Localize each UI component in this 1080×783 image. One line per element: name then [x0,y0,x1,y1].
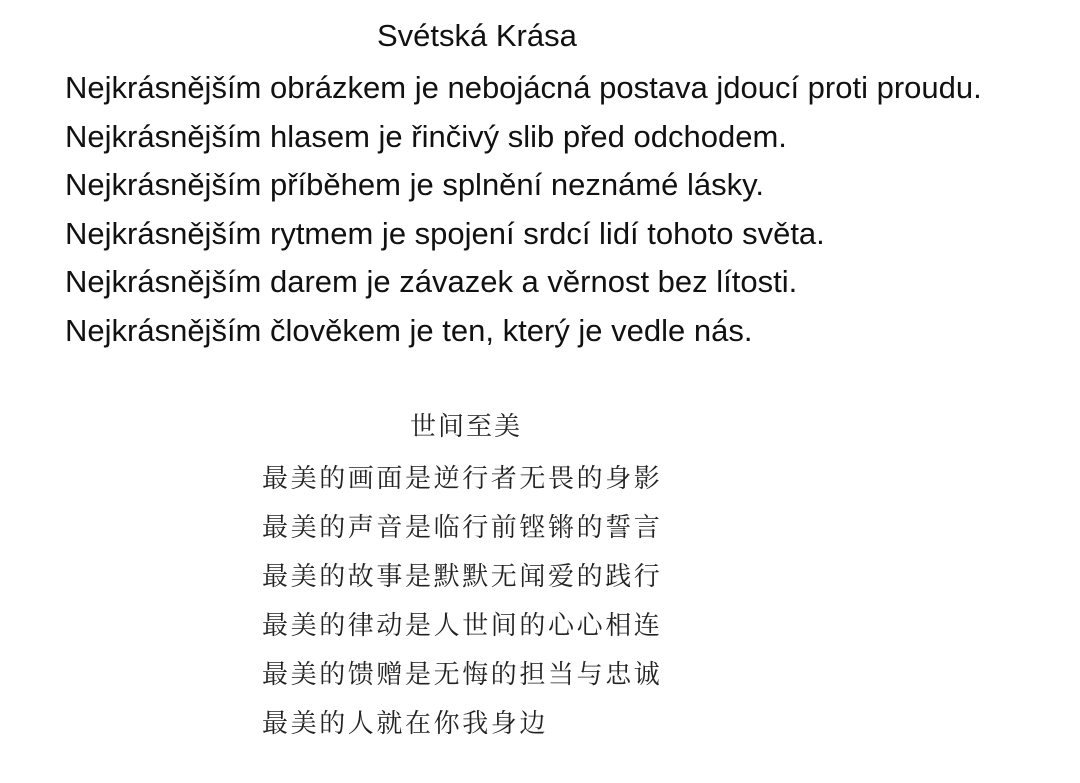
czech-poem-line: Nejkrásnějším darem je závazek a věrnost bez lítosti. [65,264,798,299]
czech-poem-line: Nejkrásnějším rytmem je spojení srdcí lidí tohoto světa. [65,215,825,251]
czech-poem-line: Nejkrásnějším příběhem je splnění neznámé lásky. [65,167,764,202]
chinese-poem-line: 最美的馈赠是无悔的担当与忠诚 [262,660,663,690]
czech-poem-lines [65,64,982,355]
czech-poem-title: Svétská Krása [377,18,577,53]
chinese-poem-line: 最美的人就在你我身边 [262,709,549,739]
chinese-poem-line: 最美的律动是人世间的心心相连 [262,611,663,641]
chinese-poem-line: 最美的故事是默默无闻爱的践行 [262,562,663,592]
chinese-poem-title: 世间至美 [410,412,523,442]
chinese-poem-line: 最美的声音是临行前铿锵的誓言 [262,513,663,543]
czech-poem-line: Nejkrásnějším obrázkem je nebojácná postava jdoucí proti proudu. [65,70,982,105]
chinese-poem-line: 最美的画面是逆行者无畏的身影 [262,464,663,494]
czech-poem-line: Nejkrásnějším člověkem je ten, který je vedle nás. [65,312,753,348]
chinese-poem-lines [262,455,662,749]
czech-poem-line: Nejkrásnějším hlasem je řinčivý slib před odchodem. [65,118,787,154]
